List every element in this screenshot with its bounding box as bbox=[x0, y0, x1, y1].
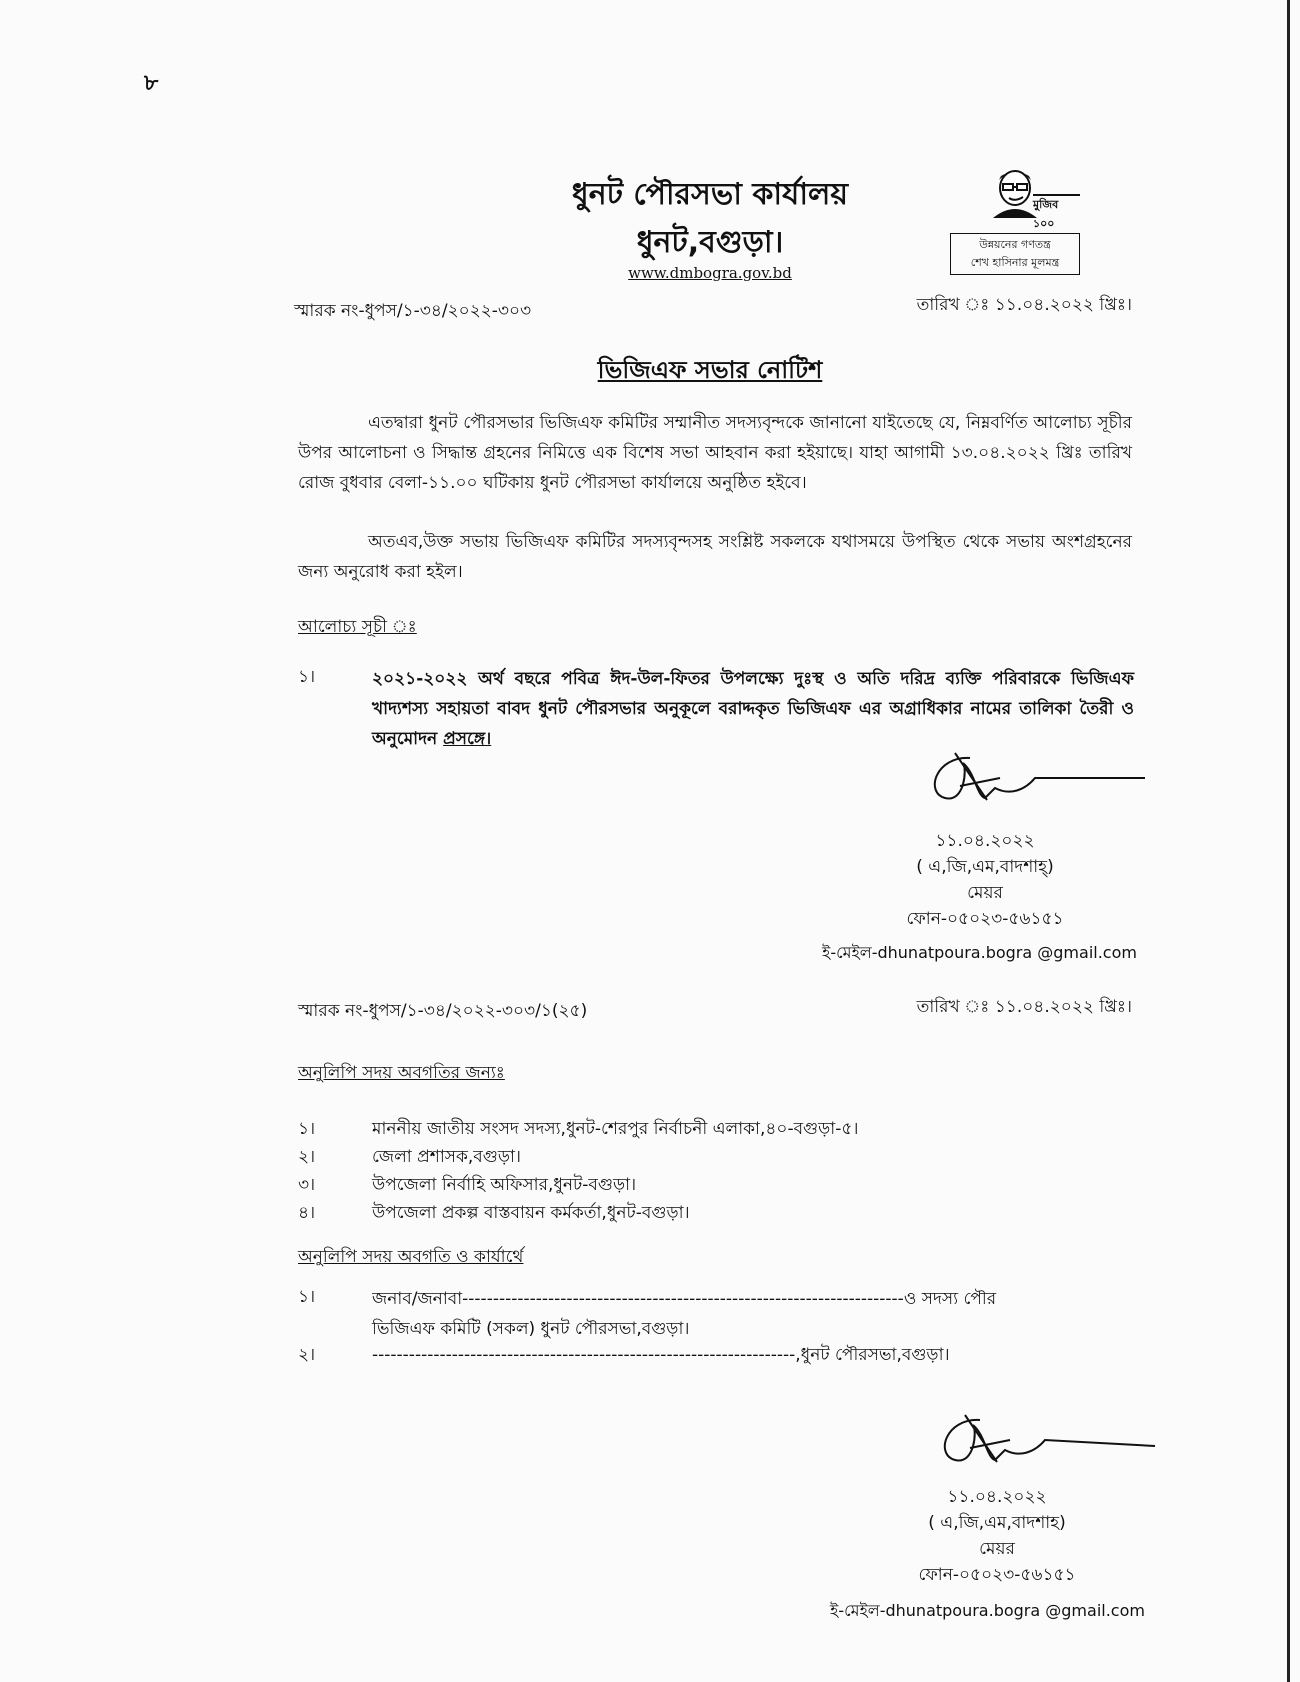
agenda-item-text-end: প্রসঙ্গে। bbox=[443, 729, 492, 749]
copy-info-text: উপজেলা নির্বাহি অফিসার,ধুনট-বগুড়া। bbox=[372, 1175, 637, 1195]
notice-paragraph-2: অতএব,উক্ত সভায় ভিজিএফ কমিটির সদস্যবৃন্দসহ সংশ্লিষ্ট সকলকে যথাসময়ে উপস্থিত থেকে সভায় অংশগ্রহনের জন্য অনুরোধ করা হইল। bbox=[298, 532, 1132, 582]
agenda-item-number: ১। bbox=[298, 667, 316, 687]
signature-1-name: ( এ,জি,এম,বাদশাহ্) bbox=[916, 857, 1054, 877]
scan-edge-line bbox=[1287, 0, 1290, 1682]
agenda-item-text-main: ২০২১-২০২২ অর্থ বছরে পবিত্র ঈদ-উল-ফিতর উপলক্ষ্যে দুঃস্থ ও অতি দরিদ্র ব্যক্তি পরিবারকে ভিজিএফ খাদ্যশস্য সহায়তা বাবদ ধুনট পৌরসভার অনুকূলে বরাদ্দকৃত ভিজিএফ এর অগ্রাধিকার নামের তালিকা তৈরী ও অনুমোদন bbox=[372, 669, 1134, 749]
page-marker: ৮ bbox=[144, 71, 159, 96]
copy-action-text: ---------------------------------------------------------------------,ধুনট পৌরসভা,বগুড়া। bbox=[372, 1345, 950, 1365]
signature-1-date: ১১.০৪.২০২২ bbox=[935, 831, 1035, 851]
memo-ref-1: স্মারক নং-ধুপস/১-৩৪/২০২২-৩০৩ bbox=[294, 301, 532, 321]
signature-2-email: ই-মেইল-dhunatpoura.bogra @gmail.com bbox=[830, 1601, 1145, 1620]
signature-1-title: মেয়র bbox=[967, 883, 1003, 903]
copy-action-number: ১। bbox=[298, 1287, 316, 1307]
memo-date-1: তারিখ ঃ ১১.০৪.২০২২ খ্রিঃ। bbox=[916, 295, 1132, 315]
agenda-item bbox=[298, 664, 1134, 754]
signature-2-name: ( এ,জি,এম,বাদশাহ) bbox=[928, 1513, 1066, 1533]
mujib-100-logo bbox=[985, 162, 1080, 230]
copy-info-number: ৩। bbox=[298, 1175, 316, 1195]
signature-2-block bbox=[852, 1484, 1142, 1588]
copy-info-number: ২। bbox=[298, 1147, 316, 1167]
website-link[interactable]: www.dmbogra.gov.bd bbox=[628, 264, 792, 282]
signature-1-email: ই-মেইল-dhunatpoura.bogra @gmail.com bbox=[822, 943, 1137, 962]
agenda-heading: আলোচ্য সূচী ঃ bbox=[298, 617, 417, 637]
signature-2-date: ১১.০৪.২০২২ bbox=[947, 1487, 1047, 1507]
signature-1-block bbox=[840, 828, 1130, 932]
slogan-line-2: শেখ হাসিনার মূলমন্ত্র bbox=[970, 256, 1060, 269]
notice-title: ভিজিএফ সভার নোটিশ bbox=[597, 356, 823, 384]
copy-info-text: জেলা প্রশাসক,বগুড়া। bbox=[372, 1147, 521, 1167]
signature-1 bbox=[915, 748, 1155, 808]
copy-action-number: ২। bbox=[298, 1345, 316, 1365]
memo-date-2: তারিখ ঃ ১১.০৪.২০২২ খ্রিঃ। bbox=[916, 997, 1132, 1017]
signature-1-phone: ফোন-০৫০২৩-৫৬১৫১ bbox=[906, 909, 1064, 929]
signature-2-phone: ফোন-০৫০২৩-৫৬১৫১ bbox=[918, 1565, 1076, 1585]
copy-info-number: ১। bbox=[298, 1119, 316, 1139]
slogan-box bbox=[950, 233, 1080, 275]
copy-action-line-1: জনাব/জনাবা------------------------------------------------------------------------ও সদস্য পৌর bbox=[372, 1289, 997, 1309]
agenda-item-text bbox=[372, 664, 1134, 754]
office-location: ধুনট,বগুড়া। bbox=[636, 225, 784, 260]
copy-info-text: উপজেলা প্রকল্প বাস্তবায়ন কর্মকর্তা,ধুনট-বগুড়া। bbox=[372, 1203, 690, 1223]
copy-action-item bbox=[298, 1284, 1134, 1344]
copy-action-text bbox=[372, 1284, 1134, 1344]
copy-info-text: মাননীয় জাতীয় সংসদ সদস্য,ধুনট-শেরপুর নির্বাচনী এলাকা,৪০-বগুড়া-৫। bbox=[372, 1119, 859, 1139]
signature-2 bbox=[925, 1410, 1165, 1470]
memo-ref-2: স্মারক নং-ধুপস/১-৩৪/২০২২-৩০৩/১(২৫) bbox=[298, 1001, 588, 1021]
signature-2-title: মেয়র bbox=[979, 1539, 1015, 1559]
logo-badge-text: মুজিব ১০০ bbox=[1033, 194, 1080, 234]
copy-action-heading: অনুলিপি সদয় অবগতি ও কার্যার্থে bbox=[298, 1247, 524, 1267]
copy-info-heading: অনুলিপি সদয় অবগতির জন্যঃ bbox=[298, 1063, 505, 1083]
notice-paragraph-1: এতদ্বারা ধুনট পৌরসভার ভিজিএফ কমিটির সম্মানীত সদস্যবৃন্দকে জানানো যাইতেছে যে, নিম্নবর্ণিত আলোচ্য সূচীর উপর আলোচনা ও সিদ্ধান্ত গ্রহনের নিমিত্তে এক বিশেষ সভা আহবান করা হইয়াছে। যাহা আগামী ১৩.০৪.২০২২ খ্রিঃ তারিখ রোজ বুধবার বেলা-১১.০০ ঘটিকায় ধুনট পৌরসভা কার্যালয়ে অনুষ্ঠিত হইবে। bbox=[298, 413, 1132, 493]
slogan-line-1: উন্নয়নের গণতন্ত্র bbox=[979, 238, 1051, 251]
copy-action-line-2: ভিজিএফ কমিটি (সকল) ধুনট পৌরসভা,বগুড়া। bbox=[372, 1319, 690, 1339]
office-title: ধুনট পৌরসভা কার্যালয় bbox=[571, 177, 849, 212]
copy-info-number: ৪। bbox=[298, 1203, 316, 1223]
